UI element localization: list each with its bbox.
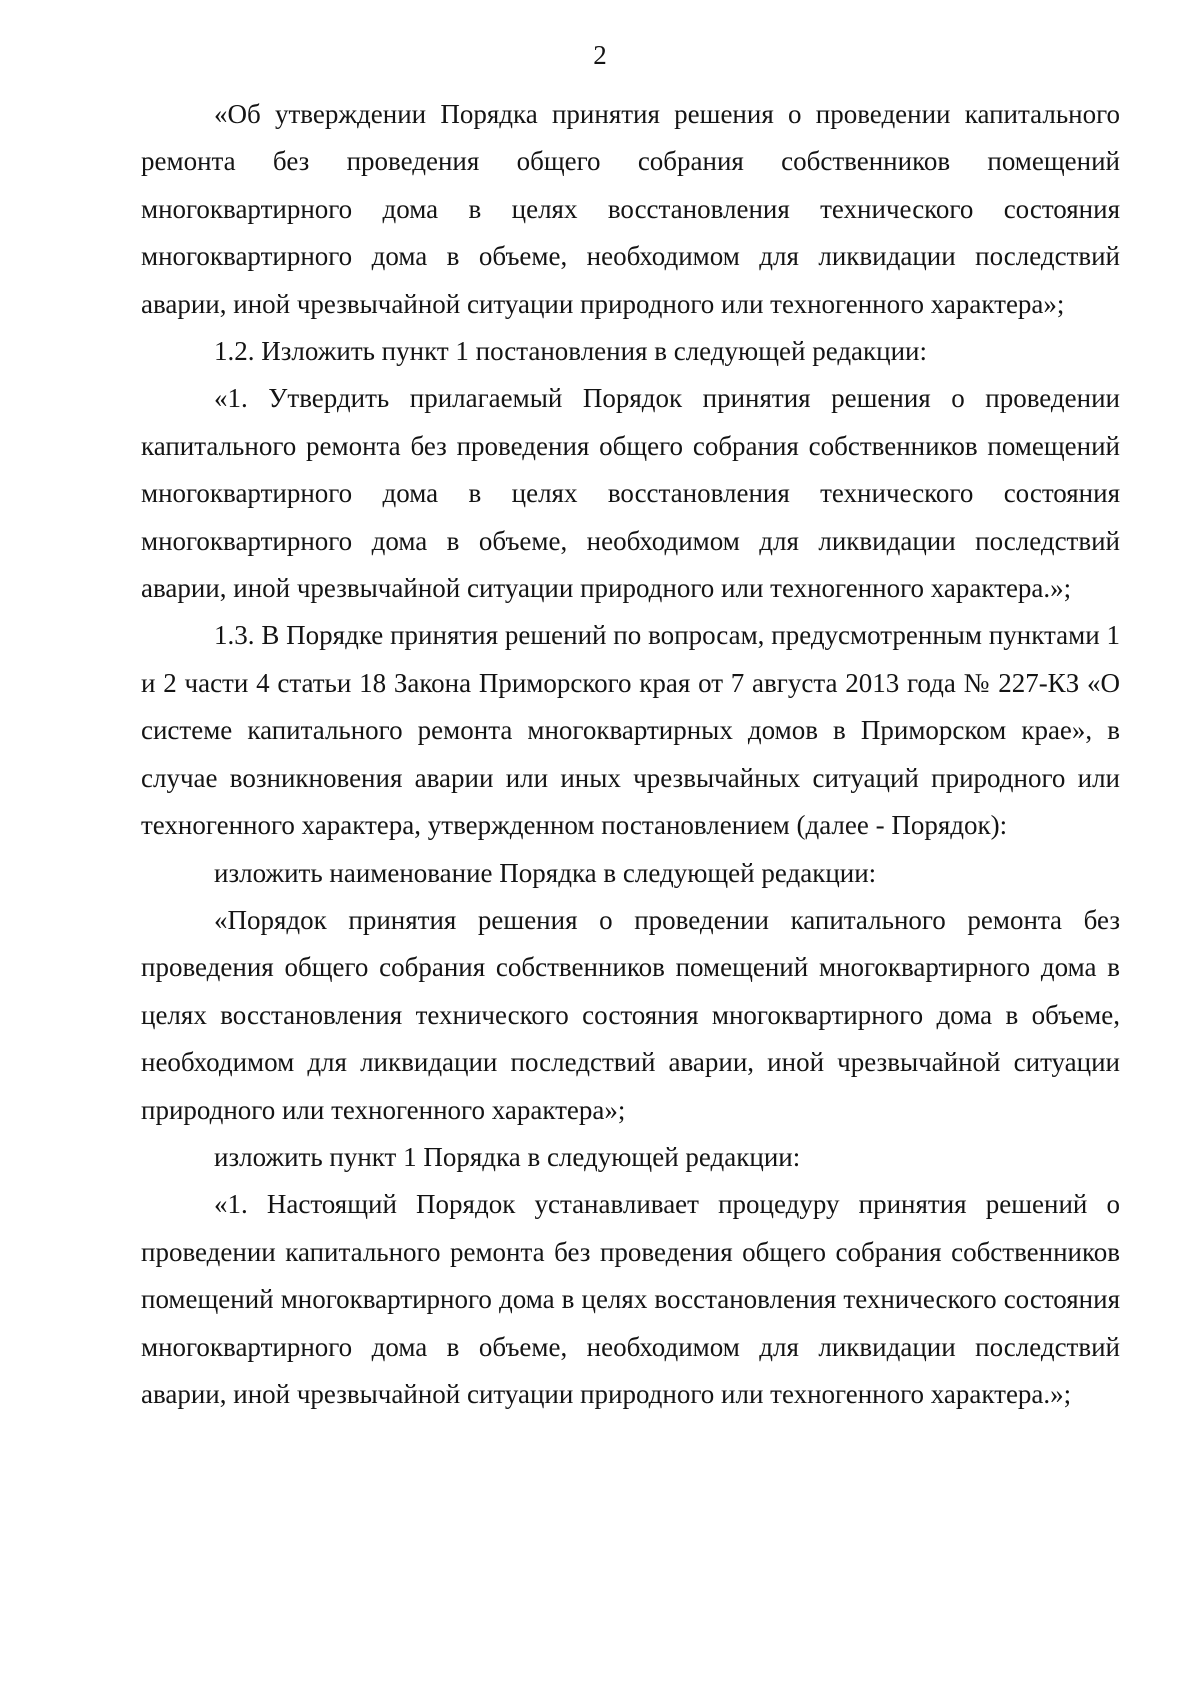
paragraph-order-title-quote: «Порядок принятия решения о проведении капитального ремонта без проведения общего собрания собственников помещений многоквартирного дома в целях восстановления технического состояния многоквартирного дома в объеме, необходимом для ликвидации последствий аварии, иной чрезвычайной ситуации природного или техногенного характера»;: [141, 904, 1120, 1125]
paragraph-rename-instruction: изложить наименование Порядка в следующей редакции:: [214, 857, 877, 888]
paragraph-item-1-3: 1.3. В Порядке принятия решений по вопросам, предусмотренным пунктами 1 и 2 части 4 статьи 18 Закона Приморского края от 7 августа 2013 года № 227-КЗ «О системе капитального ремонта многоквартирных домов в Приморском крае», в случае возникновения аварии или иных чрезвычайных ситуаций природного или техногенного характера, утвержденном постановлением (далее - Порядок):: [141, 620, 1120, 841]
paragraph-item-1-quote: «1. Утвердить прилагаемый Порядок принятия решения о проведении капитального ремонта без проведения общего собрания собственников помещений многоквартирного дома в целях восстановления технического состояния многоквартирного дома в объеме, необходимом для ликвидации последствий аварии, иной чрезвычайной ситуации природного или техногенного характера.»;: [141, 383, 1120, 604]
paragraph-item-1-2: 1.2. Изложить пункт 1 постановления в следующей редакции:: [214, 336, 928, 367]
paragraph-title-quote: «Об утверждении Порядка принятия решения о проведении капитального ремонта без проведения общего собрания собственников помещений многоквартирного дома в целях восстановления технического состояния многоквартирного дома в объеме, необходимом для ликвидации последствий аварии, иной чрезвычайной ситуации природного или техногенного характера»;: [141, 99, 1120, 319]
paragraph-point-1-instruction: изложить пункт 1 Порядка в следующей редакции:: [214, 1141, 801, 1172]
paragraph-point-1-quote: «1. Настоящий Порядок устанавливает процедуру принятия решений о проведении капитального ремонта без проведения общего собрания собственников помещений многоквартирного дома в целях восстановления технического состояния многоквартирного дома в объеме, необходимом для ликвидации последствий аварии, иной чрезвычайной ситуации природного или техногенного характера.»;: [141, 1189, 1120, 1409]
document-body: [141, 91, 1120, 1418]
page-number: 2: [593, 40, 607, 70]
